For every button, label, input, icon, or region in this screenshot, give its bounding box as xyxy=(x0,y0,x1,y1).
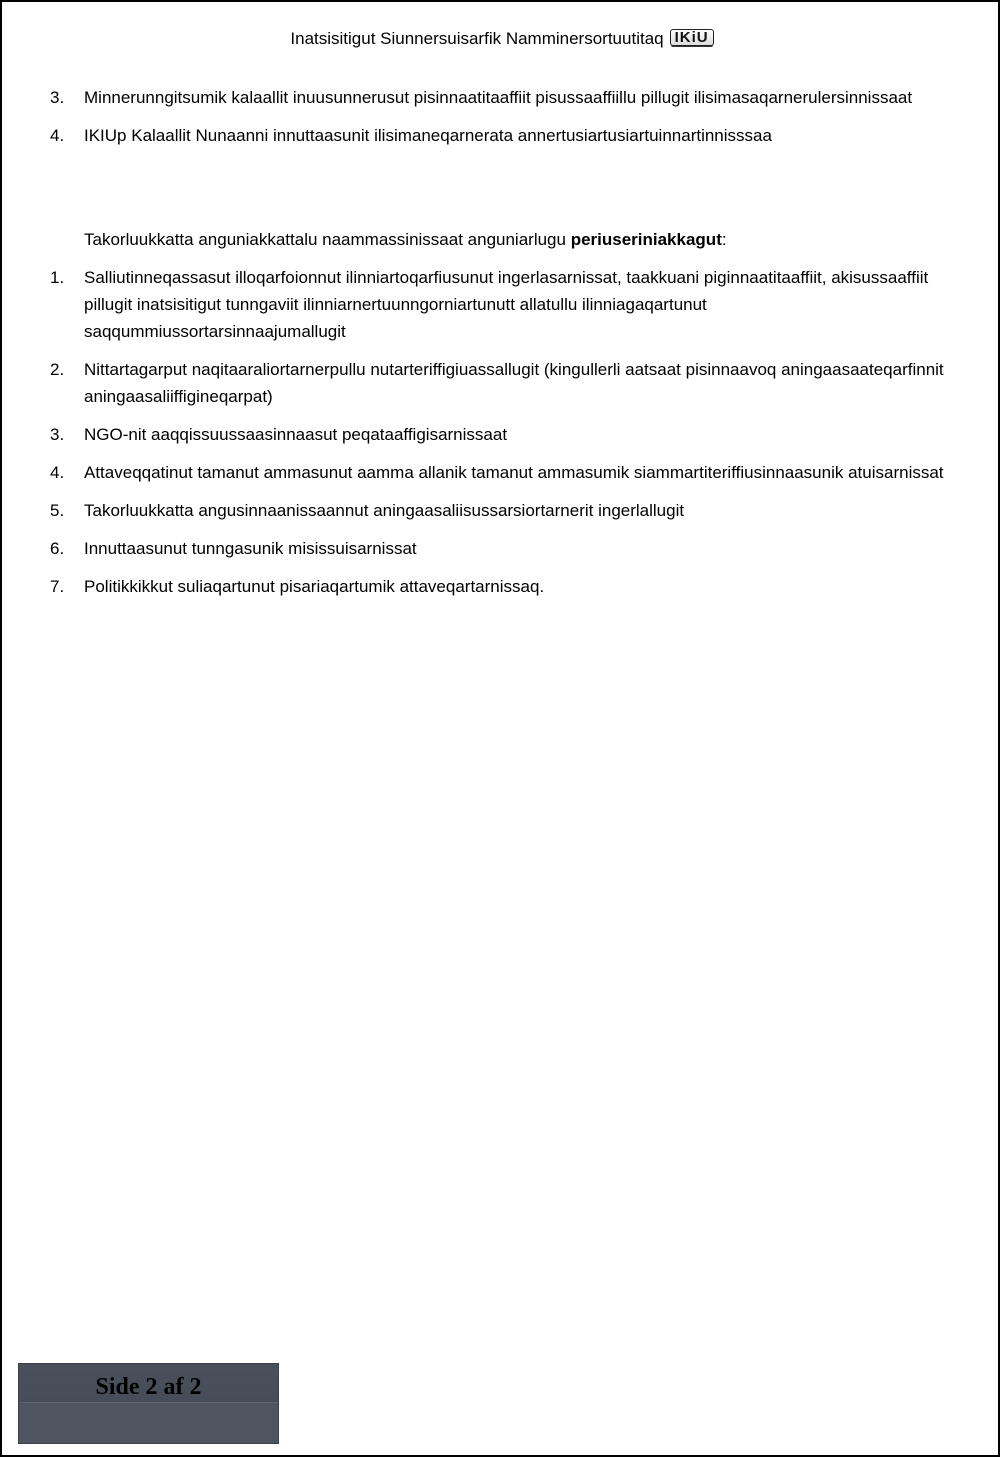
page-number-label: Side 2 af 2 xyxy=(95,1374,202,1400)
header-title: Inatsisitigut Siunnersuisarfik Namminersortuutitaq xyxy=(290,29,664,48)
list-item-text: Innuttaasunut tunngasunik misissuisarnissat xyxy=(84,539,417,558)
list-item-number: 6. xyxy=(50,539,65,558)
list-item-number: 5. xyxy=(50,501,65,520)
list-item-number: 3. xyxy=(50,425,65,444)
list-item-number: 7. xyxy=(50,577,65,596)
intro-bold-term: periuseriniakkagut xyxy=(570,230,722,249)
list-item-number: 4. xyxy=(50,463,65,482)
list-item xyxy=(2,421,1000,448)
list-item xyxy=(2,459,1000,486)
list-item-number: 1. xyxy=(50,268,65,287)
page-number-box xyxy=(18,1363,279,1444)
list-item-text: Politikkikkut suliaqartunut pisariaqartumik attaveqartarnissaq. xyxy=(84,577,545,596)
intro-text: Takorluukkatta anguniakkattalu naammassinissaat anguniarlugu xyxy=(84,230,571,249)
principles-list xyxy=(2,264,1000,611)
goals-list-continued xyxy=(2,84,1000,160)
list-item xyxy=(2,264,1000,345)
list-item xyxy=(2,497,1000,524)
list-item-text: IKIUp Kalaallit Nunaanni innuttaasunit ilisimaneqarnerata annertusiartusiartuinnartinnisssaa xyxy=(84,126,772,145)
list-item-text: Salliutinneqassasut illoqarfoionnut ilinniartoqarfiusunut ingerlasarnissat, taakkuani piginnaatitaaffiit, akisussaaffiit pillugit inatsisitigut tunngaviit ilinniarnertuunngorniartunutt allatullu ilinniagaqartunut saqqummiussortarsinnaajumallugit xyxy=(84,268,929,341)
list-item-text: Attaveqqatinut tamanut ammasunut aamma allanik tamanut ammasumik siammartiteriffiusinnaasunik atuisarnissat xyxy=(84,463,944,482)
list-item xyxy=(2,573,1000,600)
principles-intro xyxy=(84,226,948,253)
list-item-text: Nittartagarput naqitaaraliortarnerpullu nutarteriffigiuassallugit (kingullerli aatsaat pisinnaavoq aningaasaateqarfinnit aningaasaliiffigineqarpat) xyxy=(84,360,944,406)
list-item-text: Takorluukkatta angusinnaanissaannut aningaasaliisussarsiortarnerit ingerlallugit xyxy=(84,501,685,520)
list-item-number: 2. xyxy=(50,360,65,379)
list-item xyxy=(2,84,1000,111)
list-item xyxy=(2,356,1000,410)
intro-colon: : xyxy=(721,230,727,249)
list-item-number: 3. xyxy=(50,88,65,107)
list-item-text: NGO-nit aaqqissuussaasinnaasut peqataaffigisarnissaat xyxy=(84,425,508,444)
page-header xyxy=(2,26,1000,52)
ikiu-logo: IKiU xyxy=(670,29,714,46)
list-item xyxy=(2,535,1000,562)
list-item-number: 4. xyxy=(50,126,65,145)
list-item-text: Minnerunngitsumik kalaallit inuusunnerusut pisinnaatitaaffiit pisussaaffiillu pillugit ilisimasaqarnerulersinnissaat xyxy=(84,88,913,107)
list-item xyxy=(2,122,1000,149)
